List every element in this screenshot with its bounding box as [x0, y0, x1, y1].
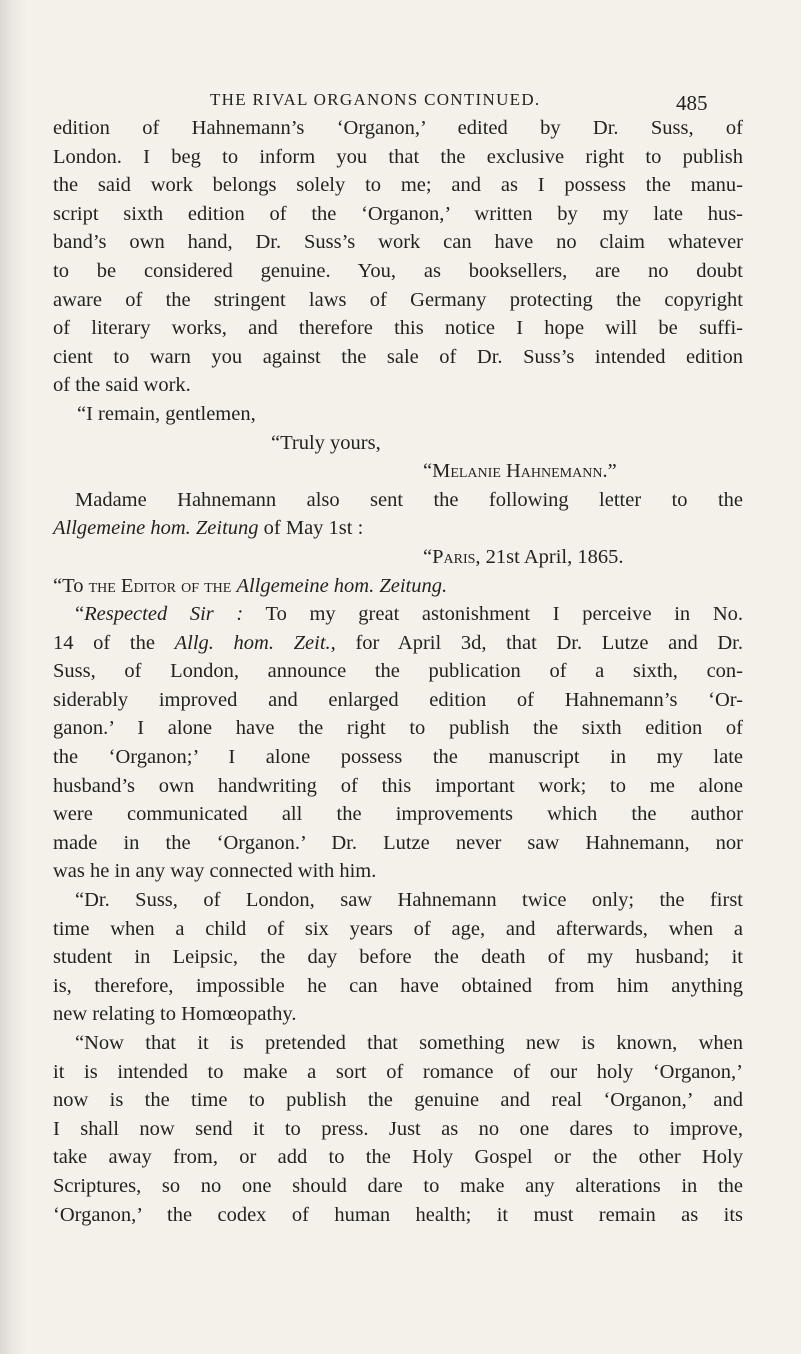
- text-line: now is the time to publish the genuine and real ‘Organon,’ and: [53, 1089, 743, 1112]
- running-title: THE RIVAL ORGANONS CONTINUED.: [210, 90, 541, 109]
- text-line: aware of the stringent laws of Germany protecting the copyright: [53, 288, 743, 311]
- text-line: band’s own hand, Dr. Suss’s work can have no claim whatever: [53, 231, 743, 254]
- text-line: made in the ‘Organon.’ Dr. Lutze never saw Hahnemann, nor: [53, 831, 743, 854]
- text-line: the ‘Organon;’ I alone possess the manuscript in my late: [53, 746, 743, 769]
- body-text: [53, 114, 743, 1229]
- text-line: student in Leipsic, the day before the death of my husband; it: [53, 946, 743, 969]
- text-line: siderably improved and enlarged edition of Hahnemann’s ‘Or-: [53, 688, 743, 711]
- letter-closing: “Truly yours,: [271, 431, 381, 454]
- page-number: 485: [676, 91, 708, 115]
- text-line: script sixth edition of the ‘Organon,’ written by my late hus-: [53, 202, 743, 225]
- text-line: was he in any way connected with him.: [53, 860, 377, 883]
- text-line: husband’s own handwriting of this important work; to me alone: [53, 774, 743, 797]
- text-line: time when a child of six years of age, and afterwards, when a: [53, 917, 743, 940]
- text-line: of the said work.: [53, 374, 191, 397]
- text-line: Suss, of London, announce the publication of a sixth, con-: [53, 660, 743, 683]
- text-line: Scriptures, so no one should dare to make any alterations in the: [53, 1174, 743, 1197]
- text-line: were communicated all the improvements which the author: [53, 803, 743, 826]
- text-line: “Respected Sir : To my great astonishment I perceive in No.: [75, 603, 744, 626]
- text-line: of literary works, and therefore this notice I hope will be suffi-: [53, 317, 743, 340]
- letter-salutation-heading: “To the Editor of the Allgemeine hom. Zeitung.: [53, 574, 448, 597]
- text-line: London. I beg to inform you that the exclusive right to publish: [53, 145, 743, 168]
- text-line: I shall now send it to press. Just as no one dares to improve,: [53, 1117, 743, 1140]
- letter-closing: “I remain, gentlemen,: [77, 402, 256, 425]
- text-line: it is intended to make a sort of romance of our holy ‘Organon,’: [53, 1060, 743, 1083]
- letter-dateline: “Paris, 21st April, 1865.: [423, 545, 624, 568]
- text-line: new relating to Homœopathy.: [53, 1003, 297, 1026]
- text-line: is, therefore, impossible he can have obtained from him anything: [53, 974, 743, 997]
- text-line: 14 of the Allg. hom. Zeit., for April 3d, that Dr. Lutze and Dr.: [53, 631, 743, 654]
- text-line: “Dr. Suss, of London, saw Hahnemann twice only; the first: [75, 889, 743, 912]
- italic-title: Allgemeine hom. Zeitung: [53, 517, 259, 540]
- text-line: cient to warn you against the sale of Dr. Suss’s intended edition: [53, 345, 743, 368]
- text-line: ‘Organon,’ the codex of human health; it must remain as its: [53, 1203, 743, 1226]
- text-line: Allgemeine hom. Zeitung of May 1st :: [53, 517, 364, 540]
- text-line: take away from, or add to the Holy Gospel or the other Holy: [53, 1146, 743, 1169]
- text-line: the said work belongs solely to me; and as I possess the manu-: [53, 174, 743, 197]
- text-line: edition of Hahnemann’s ‘Organon,’ edited by Dr. Suss, of: [53, 117, 743, 139]
- text-line: “Now that it is pretended that something new is known, when: [75, 1032, 743, 1054]
- text-line: Madame Hahnemann also sent the following letter to the: [75, 488, 743, 511]
- letter-signature: “Melanie Hahnemann.”: [423, 460, 617, 483]
- text-line: ganon.’ I alone have the right to publish the sixth edition of: [53, 717, 743, 740]
- text-line: to be considered genuine. You, as booksellers, are no doubt: [53, 259, 743, 282]
